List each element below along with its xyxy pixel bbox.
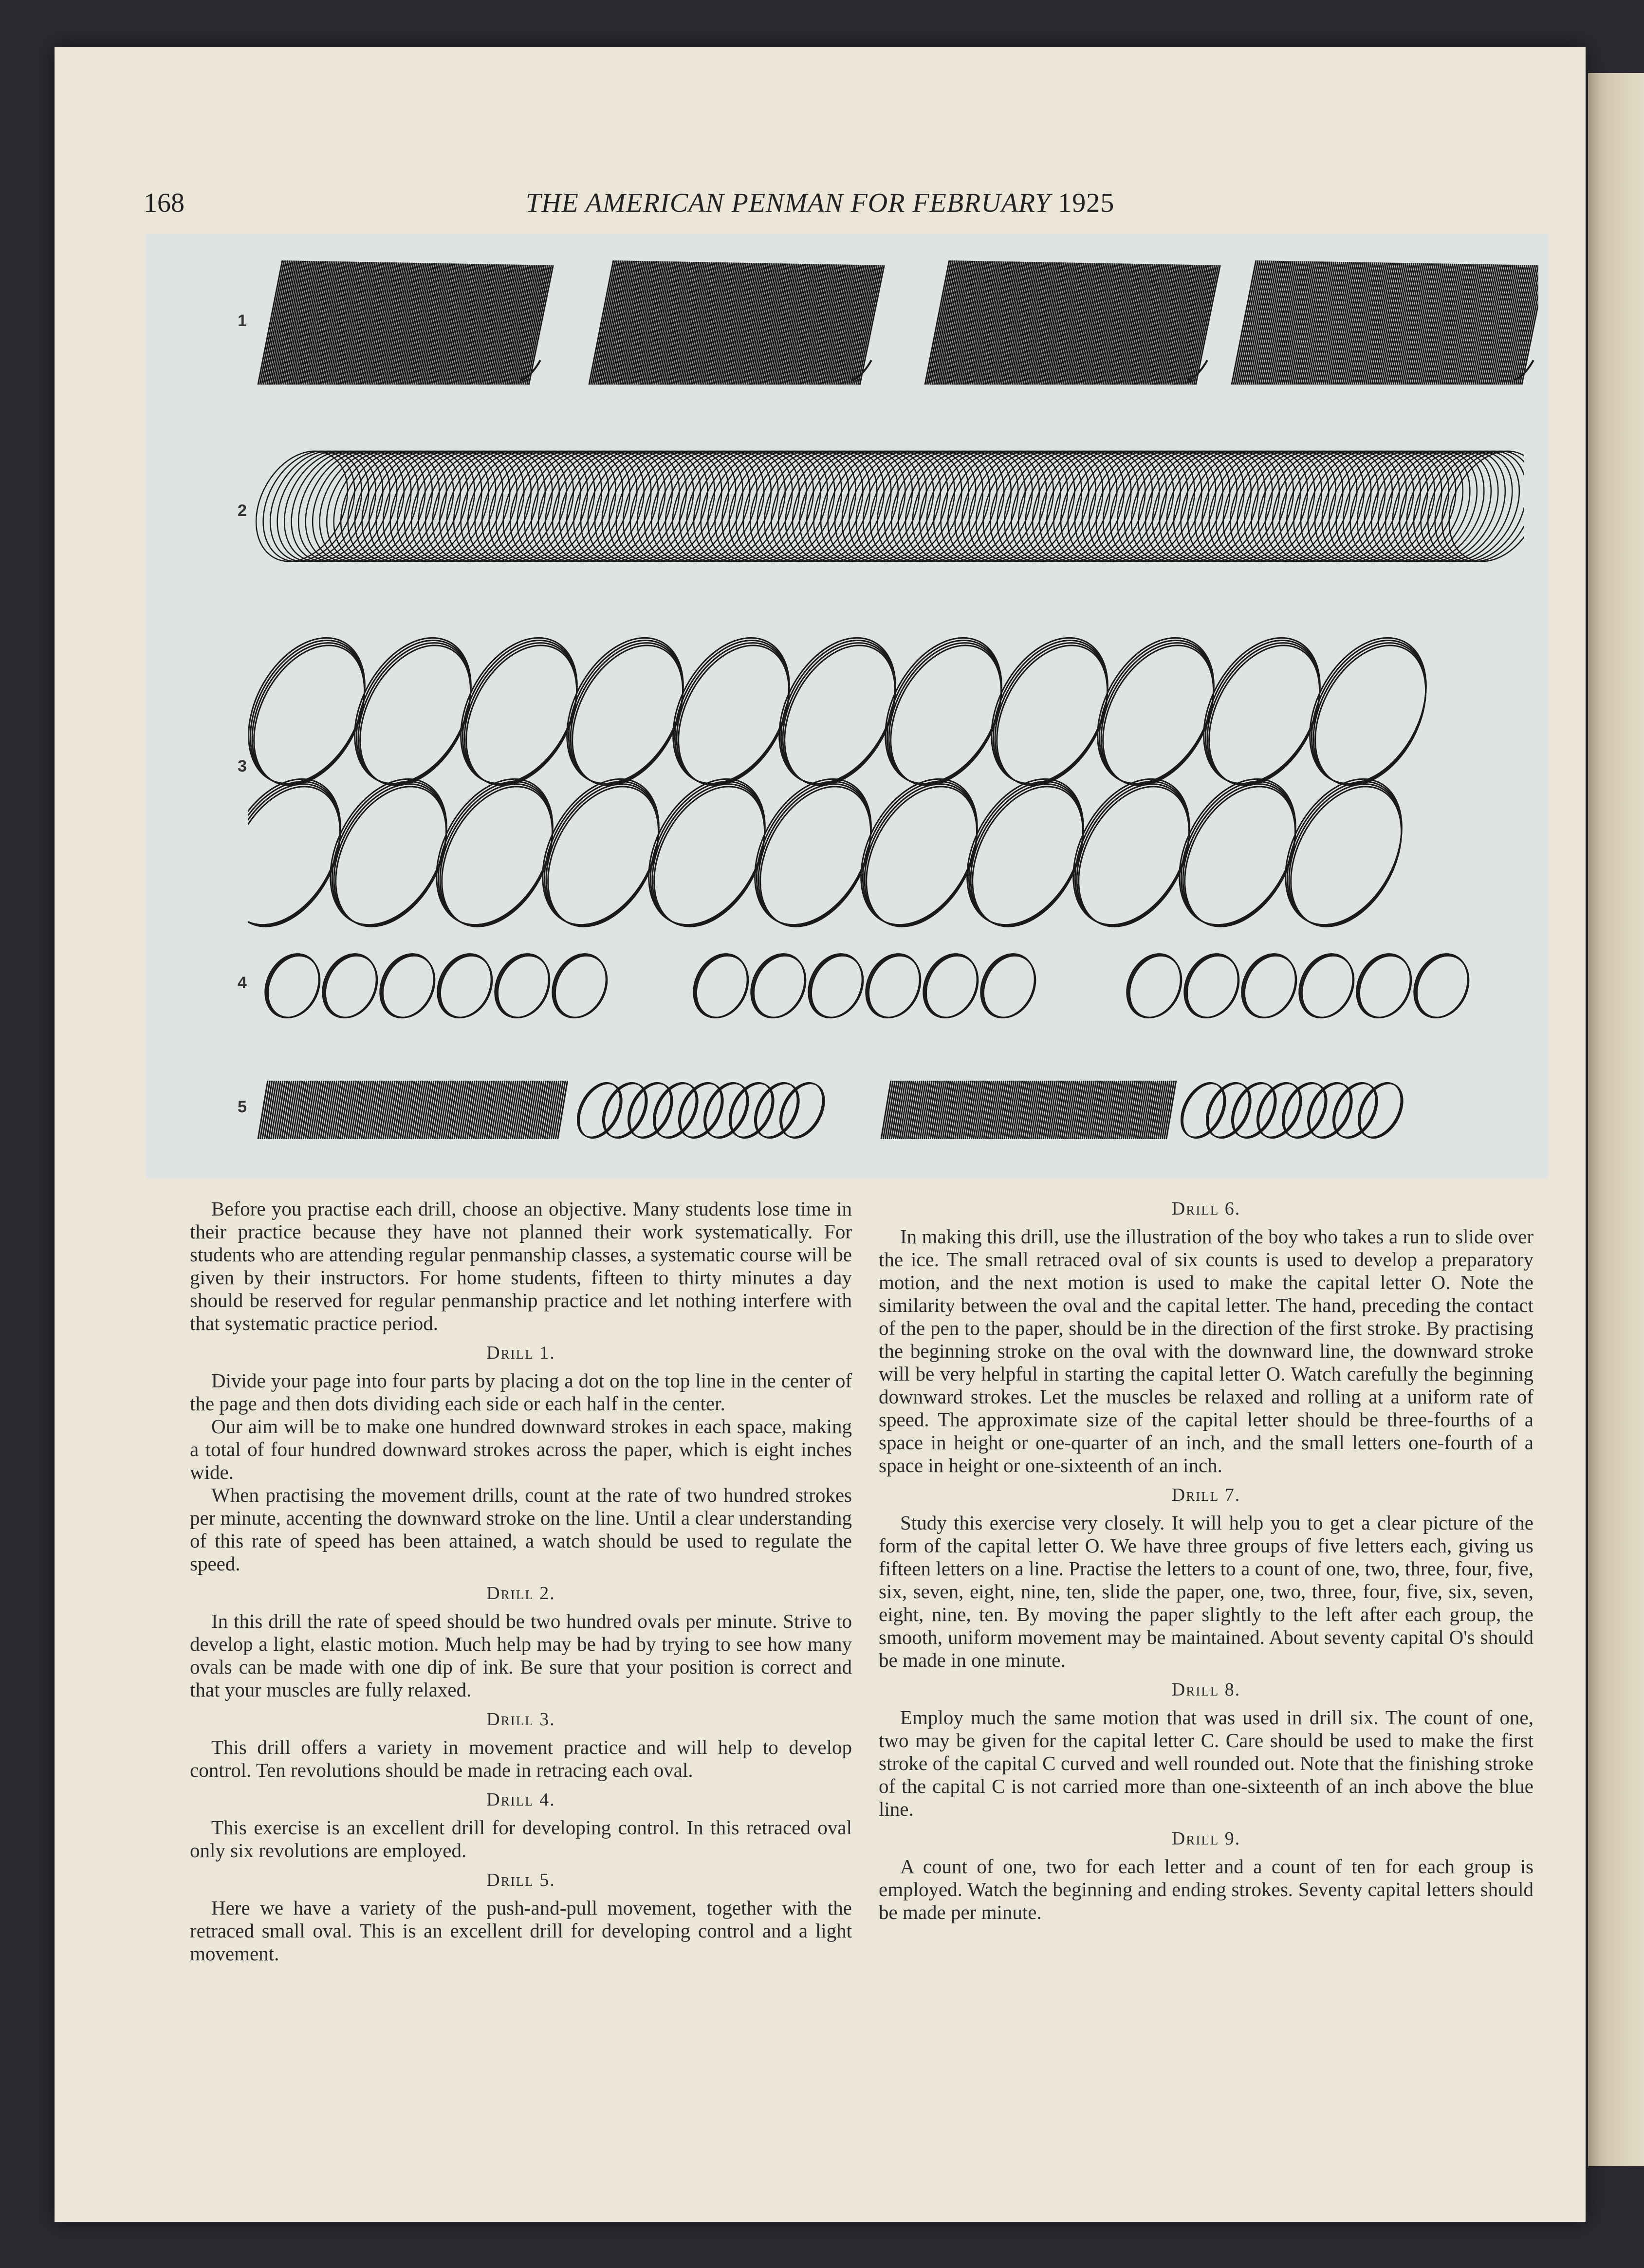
drill-1-paragraph: Divide your page into four parts by placing a dot on the top line in the center of the page and then dots dividing each side or each half in the center. <box>190 1369 852 1415</box>
drill-label-5: 5 <box>238 1098 247 1116</box>
drill-6-heading: Drill 6. <box>1171 1199 1241 1219</box>
small-oval <box>913 945 988 1026</box>
drill-2-heading: Drill 2. <box>486 1583 555 1604</box>
drill-3-paragraph: This drill offers a variety in movement practice and will help to develop control. Ten revolutions should be made in retracing each oval. <box>190 1736 852 1781</box>
drill-2-oval-band <box>248 433 1524 579</box>
small-oval <box>1174 945 1249 1026</box>
page-number: 168 <box>144 188 185 218</box>
drill-8-paragraph: Employ much the same motion that was used in drill six. The count of one, two may be given for the capital letter C. Care should be used to make the first stroke of the capital C curved and well rounded out. Note that the finishing stroke of the capital C is not carried more than one-sixteenth of an inch above the blue line. <box>879 1706 1533 1820</box>
running-title-text: THE AMERICAN PENMAN FOR FEBRUARY <box>526 188 1051 218</box>
drill-4-heading: Drill 4. <box>486 1789 555 1810</box>
drill-3-large-ovals <box>248 628 1495 940</box>
drill-label-3: 3 <box>238 757 247 775</box>
small-oval <box>1232 945 1306 1026</box>
small-oval <box>683 945 758 1026</box>
push-pull-block <box>258 260 553 385</box>
small-oval <box>798 945 873 1026</box>
drill-5-mixed-drill <box>248 1066 1475 1154</box>
small-oval <box>263 945 330 1026</box>
push-pull-block <box>881 1081 1176 1139</box>
left-text-column <box>190 1198 852 1965</box>
push-pull-block <box>925 260 1220 385</box>
large-oval <box>248 628 388 804</box>
drill-9-heading: Drill 9. <box>1171 1828 1241 1849</box>
small-oval <box>741 945 815 1026</box>
drill-1-heading: Drill 1. <box>486 1343 555 1363</box>
drill-5-heading: Drill 5. <box>486 1870 555 1890</box>
drill-7-heading: Drill 7. <box>1171 1485 1241 1505</box>
drill-6-paragraph: In making this drill, use the illustration of the boy who takes a run to slide over the ice. The small retraced oval of six counts is used to develop a preparatory motion, and the next motion is used to make the capital letter O. Note the similarity between the oval and the capital letter. The hand, preceding the contact of the pen to the paper, should be in the direction of the first stroke. By practising the beginning stroke on the oval with the downward line, the downward stroke will be very helpful in starting the capital letter O. Watch carefully the beginning downward strokes. Let the muscles be relaxed and rolling at a uniform rate of speed. The approximate size of the capital letter should be three-fourths of a space in height or one-quarter of an inch, and the small letters one-fourth of a space in height or one-sixteenth of an inch. <box>879 1225 1533 1476</box>
small-oval <box>1404 945 1478 1026</box>
small-oval <box>856 945 930 1026</box>
drill-1-paragraph: Our aim will be to make one hundred downward strokes in each space, making a total of four hundred downward strokes across the paper, which is eight inches wide. <box>190 1415 852 1483</box>
drill-label-2: 2 <box>238 501 247 520</box>
running-title-year: 1925 <box>1058 188 1115 218</box>
small-oval <box>427 945 502 1026</box>
push-pull-block <box>589 260 884 385</box>
running-title <box>526 187 1114 219</box>
drill-5-paragraph: Here we have a variety of the push-and-pull movement, together with the retraced small oval. This is an excellent drill for developing control and a light movement. <box>190 1897 852 1965</box>
large-oval <box>248 759 364 940</box>
drill-4-paragraph: This exercise is an excellent drill for developing control. In this retraced oval only six revolutions are employed. <box>190 1816 852 1862</box>
push-pull-block <box>258 1081 568 1139</box>
small-oval <box>370 945 444 1026</box>
drill-8-heading: Drill 8. <box>1171 1679 1241 1700</box>
small-oval <box>1347 945 1421 1026</box>
intro-paragraph: Before you practise each drill, choose an objective. Many students lose time in their practice because they have not planned their work systematically. For students who are attending regular penmanship classes, a systematic course will be given by their instructors. For home students, fifteen to thirty minutes a day should be reserved for regular penmanship practice and let nothing interfere with that systematic practice period. <box>190 1198 852 1334</box>
drill-7-paragraph: Study this exercise very closely. It will help you to get a clear picture of the form of the capital letter O. We have three groups of five letters each, giving us fifteen letters on a line. Practise the letters to a count of one, two, three, four, five, six, seven, eight, nine, ten, slide the paper, one, two, three, four, five, six, seven, eight, nine, ten. By moving the paper slightly to the left after each group, the smooth, uniform movement may be maintained. About seventy capital O's should be made in one minute. <box>879 1512 1533 1671</box>
retraced-oval-band <box>248 435 1524 577</box>
small-oval <box>971 945 1045 1026</box>
small-oval <box>313 945 387 1026</box>
small-oval <box>542 945 617 1026</box>
push-pull-block <box>1232 260 1538 385</box>
drill-4-small-ovals <box>263 942 1509 1030</box>
drill-1-paragraph: When practising the movement drills, count at the rate of two hundred strokes per minute, accenting the downward stroke on the line. Until a clear understanding of this rate of speed has been attained, a watch should be used to regulate the speed. <box>190 1484 852 1575</box>
large-oval <box>1262 759 1425 940</box>
small-oval <box>1117 945 1191 1026</box>
drill-label-1: 1 <box>238 312 247 330</box>
drill-label-4: 4 <box>238 974 247 992</box>
drill-3-heading: Drill 3. <box>486 1709 555 1730</box>
right-text-column <box>879 1198 1533 1924</box>
drill-2-paragraph: In this drill the rate of speed should be two hundred ovals per minute. Strive to develop a light, elastic motion. Much help may be had by trying to see how many ovals can be made with one dip of ink. Be sure that your position is correct and that your muscles are fully relaxed. <box>190 1610 852 1701</box>
drill-1-push-pull-strokes <box>248 248 1538 394</box>
small-oval <box>485 945 559 1026</box>
drill-9-paragraph: A count of one, two for each letter and a count of ten for each group is employed. Watch the beginning and ending strokes. Seventy capital letters should be made per minute. <box>879 1855 1533 1923</box>
adjacent-page-edge <box>1588 73 1644 2166</box>
small-oval <box>1289 945 1364 1026</box>
